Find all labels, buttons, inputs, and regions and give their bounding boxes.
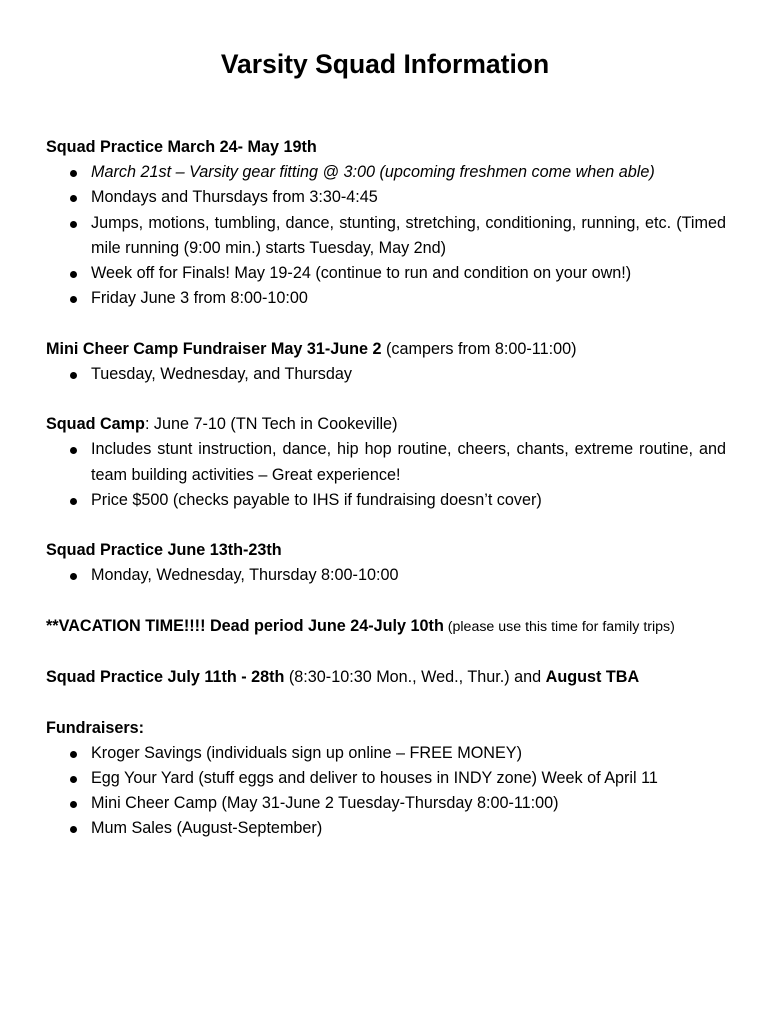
section-heading: Squad Practice June 13th-23th	[46, 541, 282, 560]
bullet-icon	[70, 221, 77, 228]
list-item: Mondays and Thursdays from 3:30-4:45	[46, 185, 726, 210]
bullet-icon	[70, 195, 77, 202]
section-fundraisers	[46, 716, 726, 842]
section-squad-camp	[46, 412, 726, 513]
list-item: Includes stunt instruction, dance, hip hop routine, cheers, chants, extreme routine, and team building activities – Great experience!	[46, 437, 726, 487]
list-item: Kroger Savings (individuals sign up online – FREE MONEY)	[46, 741, 726, 766]
list-item: Mini Cheer Camp (May 31-June 2 Tuesday-Thursday 8:00-11:00)	[46, 791, 726, 816]
vacation-notice: **VACATION TIME!!!! Dead period June 24-July 10th (please use this time for family trips)	[46, 616, 675, 635]
bullet-icon	[70, 170, 77, 177]
bullet-icon	[70, 573, 77, 580]
list-item: March 21st – Varsity gear fitting @ 3:00 (upcoming freshmen come when able)	[46, 160, 726, 185]
bullet-icon	[70, 801, 77, 808]
list-item: Egg Your Yard (stuff eggs and deliver to houses in INDY zone) Week of April 11	[46, 766, 726, 791]
bullet-icon	[70, 271, 77, 278]
bullet-icon	[70, 296, 77, 303]
section-practice-spring	[46, 135, 726, 311]
bullet-icon	[70, 372, 77, 379]
section-vacation	[46, 614, 726, 640]
list-item: Mum Sales (August-September)	[46, 816, 726, 841]
section-heading: Mini Cheer Camp Fundraiser May 31-June 2 (campers from 8:00-11:00)	[46, 339, 577, 358]
list-item: Monday, Wednesday, Thursday 8:00-10:00	[46, 563, 726, 588]
section-heading: Squad Camp: June 7-10 (TN Tech in Cookeville)	[46, 415, 398, 434]
bullet-icon	[70, 447, 77, 454]
bullet-list	[46, 437, 726, 513]
bullet-list	[46, 563, 726, 588]
section-heading: Squad Practice March 24- May 19th	[46, 138, 317, 156]
list-item: Price $500 (checks payable to IHS if fundraising doesn’t cover)	[46, 488, 726, 513]
bullet-list	[46, 741, 726, 842]
july-practice-line: Squad Practice July 11th - 28th (8:30-10:30 Mon., Wed., Thur.) and August TBA	[46, 668, 640, 687]
bullet-icon	[70, 498, 77, 505]
list-item: Friday June 3 from 8:00-10:00	[46, 286, 726, 311]
bullet-icon	[70, 826, 77, 833]
page-title: Varsity Squad Information	[220, 49, 550, 79]
section-practice-july	[46, 665, 726, 690]
section-mini-camp	[46, 337, 726, 387]
bullet-icon	[70, 751, 77, 758]
bullet-icon	[70, 776, 77, 783]
bullet-list	[46, 160, 726, 311]
list-item: Jumps, motions, tumbling, dance, stunting, stretching, conditioning, running, etc. (Timed mile running (9:00 min.) starts Tuesday, May 2nd)	[46, 211, 726, 261]
section-practice-june	[46, 538, 726, 588]
list-item: Tuesday, Wednesday, and Thursday	[46, 362, 726, 387]
document-body	[46, 135, 726, 867]
bullet-list	[46, 362, 726, 387]
section-heading: Fundraisers:	[46, 718, 145, 737]
list-item: Week off for Finals! May 19-24 (continue to run and condition on your own!)	[46, 261, 726, 286]
